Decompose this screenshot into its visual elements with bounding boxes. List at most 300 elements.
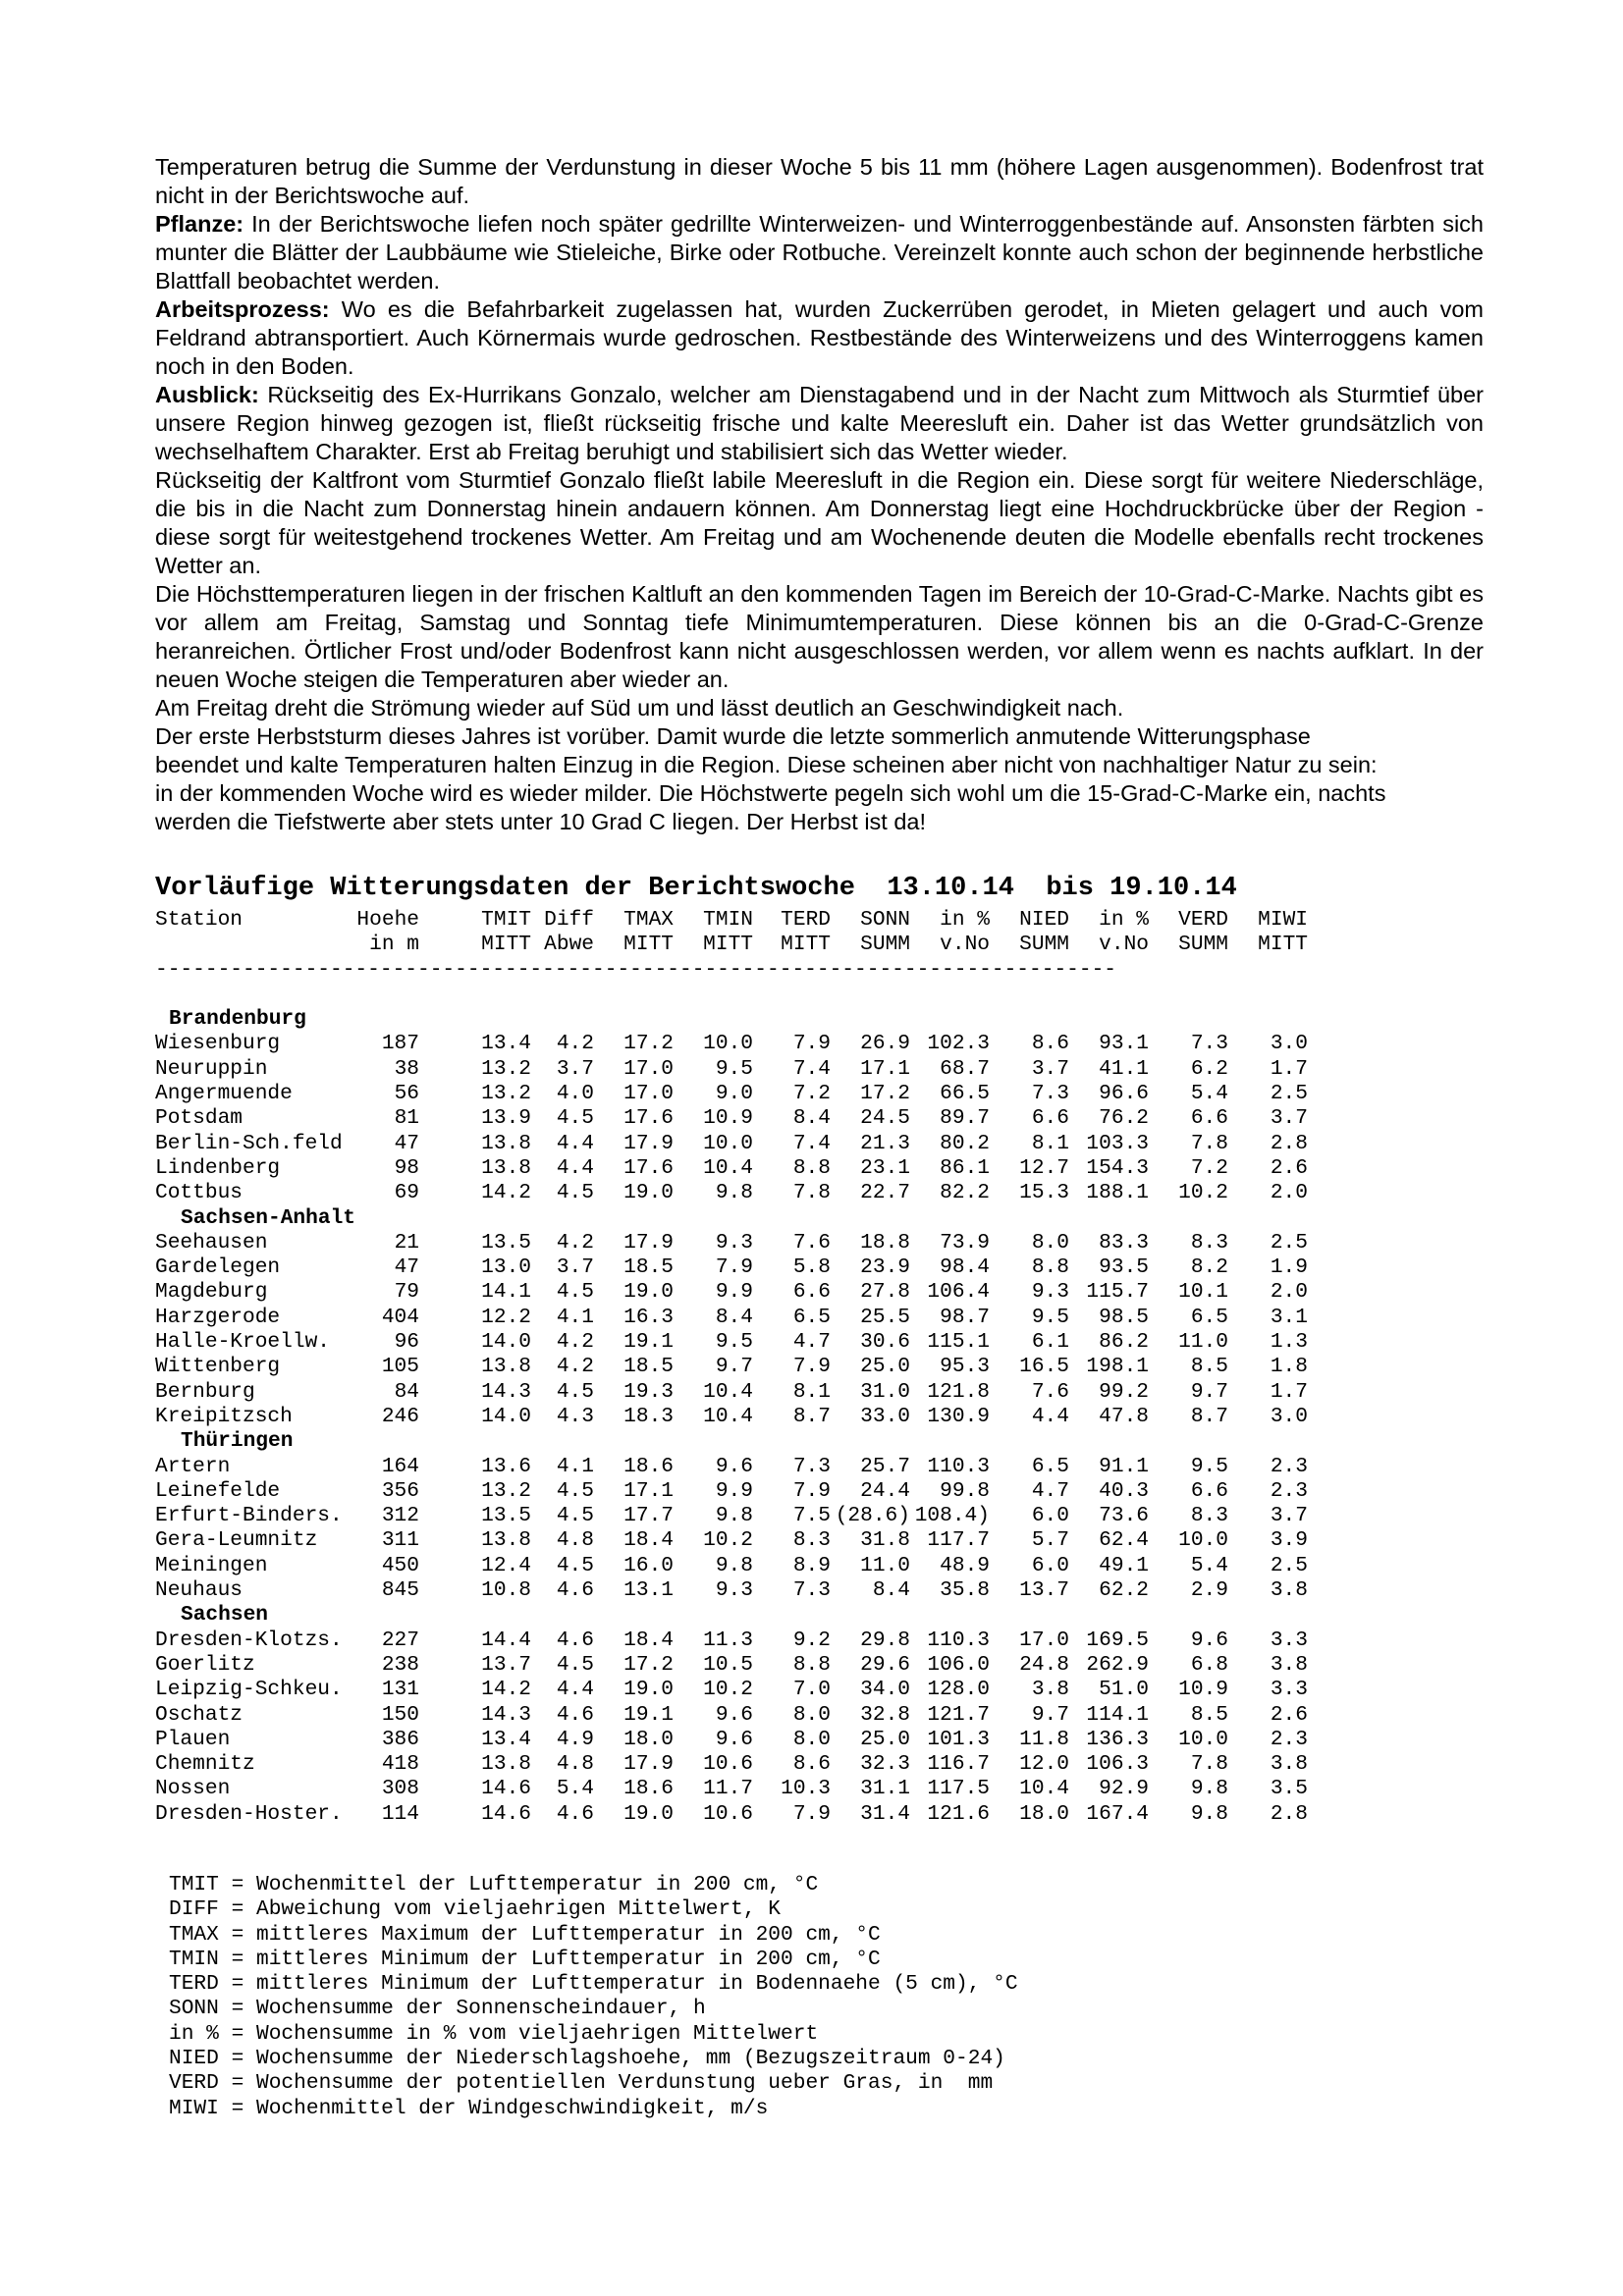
value-cell: SONN	[860, 908, 910, 932]
value-cell: 7.8	[1190, 1752, 1228, 1777]
value-cell: 4.1	[556, 1454, 594, 1478]
value-cell: 18.0	[1019, 1801, 1069, 1826]
value-cell: 69	[394, 1181, 419, 1205]
station-cell: Kreipitzsch	[155, 1404, 293, 1428]
value-cell: 24.8	[1019, 1652, 1069, 1677]
value-cell: 27.8	[860, 1280, 910, 1305]
value-cell: 8.4	[872, 1578, 910, 1603]
value-cell: 51.0	[1099, 1678, 1149, 1702]
value-cell: 14.2	[481, 1181, 531, 1205]
value-cell: 2.5	[1270, 1082, 1308, 1106]
value-cell: 9.5	[1190, 1454, 1228, 1478]
value-cell: Diff	[544, 908, 594, 932]
value-cell: 9.7	[1190, 1379, 1228, 1404]
value-cell: 8.1	[792, 1379, 831, 1404]
value-cell: 2.0	[1270, 1280, 1308, 1305]
station-cell: Neuhaus	[155, 1578, 243, 1603]
value-cell: 10.0	[703, 1131, 753, 1155]
value-cell: (28.6)	[835, 1504, 910, 1528]
value-cell: 7.4	[792, 1056, 831, 1081]
value-cell: 10.9	[703, 1106, 753, 1131]
value-cell: 10.4	[1019, 1777, 1069, 1801]
value-cell: 8.8	[792, 1652, 831, 1677]
value-cell: 81	[394, 1106, 419, 1131]
value-cell: 6.0	[1031, 1504, 1069, 1528]
table-row	[155, 1728, 1308, 1752]
station-cell: Potsdam	[155, 1106, 243, 1131]
report-text	[155, 153, 1484, 836]
value-cell: 154.3	[1086, 1155, 1149, 1180]
station-cell: Harzgerode	[155, 1305, 281, 1329]
value-cell: MIWI	[1258, 908, 1308, 932]
table-row	[155, 1255, 1308, 1280]
value-cell: 150	[381, 1702, 419, 1727]
station-cell: Gardelegen	[155, 1255, 281, 1280]
legend-item: NIED = Wochensumme der Niederschlagshoehe, mm (Bezugszeitraum 0-24)	[169, 2047, 1005, 2071]
paragraph-kaltfront	[155, 466, 1484, 580]
value-cell: 845	[381, 1578, 419, 1603]
weather-data-table	[155, 873, 1308, 1827]
value-cell: SUMM	[860, 933, 910, 957]
value-cell: 3.8	[1270, 1578, 1308, 1603]
paragraph-text: Wo es die Befahrbarkeit zugelassen hat, wurden Zuckerrüben gerodet, in Mieten gelagert und auch vom Feldrand abtransportiert. Auch Körnermais wurde gedroschen. Restbestände des Winterweizens und des Winterroggens kamen noch in den Boden.	[155, 296, 1484, 379]
value-cell: 9.6	[715, 1454, 753, 1478]
value-cell: 12.2	[481, 1305, 531, 1329]
value-cell: MITT	[781, 933, 831, 957]
value-cell: 8.7	[1190, 1404, 1228, 1428]
value-cell: 131	[381, 1678, 419, 1702]
value-cell: 4.5	[556, 1106, 594, 1131]
value-cell: 17.2	[623, 1032, 674, 1056]
value-cell: 47	[394, 1131, 419, 1155]
station-cell: Nossen	[155, 1777, 231, 1801]
value-cell: 86.2	[1099, 1330, 1149, 1355]
table-row	[155, 1156, 1308, 1181]
value-cell: 10.6	[703, 1801, 753, 1826]
value-cell: 4.3	[556, 1404, 594, 1428]
value-cell: 30.6	[860, 1330, 910, 1355]
value-cell: 13.6	[481, 1454, 531, 1478]
value-cell: 12.0	[1019, 1752, 1069, 1777]
value-cell: 4.7	[792, 1330, 831, 1355]
value-cell: 8.3	[1190, 1504, 1228, 1528]
value-cell: 2.0	[1270, 1181, 1308, 1205]
station-cell: Oschatz	[155, 1702, 243, 1727]
value-cell: Hoehe	[356, 908, 419, 932]
value-cell: 31.0	[860, 1379, 910, 1404]
value-cell: 13.4	[481, 1727, 531, 1751]
value-cell: 7.9	[792, 1478, 831, 1503]
value-cell: 19.1	[623, 1330, 674, 1355]
value-cell: 35.8	[940, 1578, 990, 1603]
value-cell: 91.1	[1099, 1454, 1149, 1478]
value-cell: 356	[381, 1478, 419, 1503]
value-cell: MITT	[1258, 933, 1308, 957]
value-cell: 3.7	[1270, 1504, 1308, 1528]
value-cell: 108.4)	[914, 1504, 990, 1528]
table-header-row	[155, 908, 1308, 933]
value-cell: 98.7	[940, 1305, 990, 1329]
value-cell: 40.3	[1099, 1478, 1149, 1503]
station-cell: Leinefelde	[155, 1478, 281, 1503]
value-cell: 79	[394, 1280, 419, 1305]
value-cell: 14.0	[481, 1330, 531, 1355]
value-cell: 13.2	[481, 1478, 531, 1503]
value-cell: 4.6	[556, 1578, 594, 1603]
value-cell: 7.5	[792, 1504, 831, 1528]
value-cell: 92.9	[1099, 1777, 1149, 1801]
value-cell: 26.9	[860, 1032, 910, 1056]
value-cell: 80.2	[940, 1131, 990, 1155]
value-cell: 13.2	[481, 1082, 531, 1106]
value-cell: 8.6	[1031, 1032, 1069, 1056]
value-cell: 4.4	[1031, 1404, 1069, 1428]
closing-line: Der erste Herbststurm dieses Jahres ist vorüber. Damit wurde die letzte sommerlich anmutende Witterungsphase	[155, 723, 1311, 749]
value-cell: 13.4	[481, 1032, 531, 1056]
closing-line: in der kommenden Woche wird es wieder milder. Die Höchstwerte pegeln sich wohl um die 15-Grad-C-Marke ein, nachts	[155, 780, 1386, 806]
value-cell: 14.6	[481, 1801, 531, 1826]
value-cell: 9.6	[1190, 1628, 1228, 1652]
value-cell: MITT	[481, 933, 531, 957]
value-cell: 12.4	[481, 1553, 531, 1577]
value-cell: 31.8	[860, 1528, 910, 1553]
station-cell: Magdeburg	[155, 1280, 268, 1305]
value-cell: 4.9	[556, 1727, 594, 1751]
value-cell: 3.5	[1270, 1777, 1308, 1801]
value-cell: 3.9	[1270, 1528, 1308, 1553]
value-cell: 18.6	[623, 1777, 674, 1801]
value-cell: 8.5	[1190, 1702, 1228, 1727]
value-cell: 9.5	[715, 1330, 753, 1355]
paragraph-text: Rückseitig des Ex-Hurrikans Gonzalo, welcher am Dienstagabend und in der Nacht zum Mittwoch als Sturmtief über unsere Region hinweg gezogen ist, fließt rückseitig frische und kalte Meeresluft ein. Daher ist das Wetter grundsätzlich von wechselhaftem Charakter. Erst ab Freitag beruhigt und stabilisiert sich das Wetter wieder.	[155, 382, 1484, 464]
value-cell: 14.1	[481, 1280, 531, 1305]
value-cell: MITT	[623, 933, 674, 957]
value-cell: 115.7	[1086, 1280, 1149, 1305]
station-cell: Angermuende	[155, 1082, 293, 1106]
value-cell: SUMM	[1178, 933, 1228, 957]
value-cell: 13.8	[481, 1355, 531, 1379]
value-cell: 16.5	[1019, 1355, 1069, 1379]
legend-item: TERD = mittleres Minimum der Lufttemperatur in Bodennaehe (5 cm), °C	[169, 1972, 1018, 1997]
value-cell: 76.2	[1099, 1106, 1149, 1131]
value-cell: 14.3	[481, 1702, 531, 1727]
value-cell: 17.0	[623, 1056, 674, 1081]
value-cell: 17.6	[623, 1155, 674, 1180]
paragraph-arbeitsprozess	[155, 295, 1484, 381]
value-cell: 13.8	[481, 1131, 531, 1155]
state-heading: Sachsen	[181, 1603, 269, 1628]
value-cell: 21	[394, 1230, 419, 1255]
value-cell: 83.3	[1099, 1230, 1149, 1255]
value-cell: 8.3	[792, 1528, 831, 1553]
value-cell: 114	[381, 1801, 419, 1826]
value-cell: 4.5	[556, 1652, 594, 1677]
station-cell: Halle-Kroellw.	[155, 1330, 331, 1355]
value-cell: 98.5	[1099, 1305, 1149, 1329]
value-cell: 2.8	[1270, 1801, 1308, 1826]
station-cell: Artern	[155, 1454, 231, 1478]
value-cell: 4.4	[556, 1131, 594, 1155]
value-cell: 17.1	[623, 1478, 674, 1503]
value-cell: 7.3	[792, 1454, 831, 1478]
value-cell: 21.3	[860, 1131, 910, 1155]
value-cell: 110.3	[927, 1454, 990, 1478]
value-cell: 82.2	[940, 1181, 990, 1205]
value-cell: 17.9	[623, 1752, 674, 1777]
value-cell: 10.0	[1178, 1727, 1228, 1751]
value-cell: 8.8	[1031, 1255, 1069, 1280]
value-cell: 3.8	[1270, 1652, 1308, 1677]
value-cell: TERD	[781, 908, 831, 932]
station-cell: Gera-Leumnitz	[155, 1528, 318, 1553]
value-cell: 9.7	[715, 1355, 753, 1379]
value-cell: 311	[381, 1528, 419, 1553]
value-cell: 6.6	[1190, 1106, 1228, 1131]
value-cell: 17.1	[860, 1056, 910, 1081]
value-cell: 308	[381, 1777, 419, 1801]
table-row	[155, 1405, 1308, 1429]
state-heading: Thüringen	[181, 1429, 294, 1454]
value-cell: 105	[381, 1355, 419, 1379]
value-cell: 48.9	[940, 1553, 990, 1577]
value-cell: 4.4	[556, 1155, 594, 1180]
value-cell: 32.3	[860, 1752, 910, 1777]
value-cell: 14.4	[481, 1628, 531, 1652]
value-cell: 17.0	[623, 1082, 674, 1106]
value-cell: 9.2	[792, 1628, 831, 1652]
value-cell: v.No	[940, 933, 990, 957]
value-cell: 56	[394, 1082, 419, 1106]
value-cell: 404	[381, 1305, 419, 1329]
value-cell: 47	[394, 1255, 419, 1280]
table-row	[155, 1231, 1308, 1255]
value-cell: 15.3	[1019, 1181, 1069, 1205]
value-cell: 18.4	[623, 1628, 674, 1652]
value-cell: 10.1	[1178, 1280, 1228, 1305]
value-cell: 4.2	[556, 1330, 594, 1355]
value-cell: 8.7	[792, 1404, 831, 1428]
value-cell: 227	[381, 1628, 419, 1652]
value-cell: 7.2	[792, 1082, 831, 1106]
value-cell: 8.2	[1190, 1255, 1228, 1280]
table-row	[155, 1106, 1308, 1131]
value-cell: 6.5	[1031, 1454, 1069, 1478]
legend-item: TMIT = Wochenmittel der Lufttemperatur in 200 cm, °C	[169, 1873, 819, 1896]
value-cell: 121.6	[927, 1801, 990, 1826]
value-cell: 29.6	[860, 1652, 910, 1677]
value-cell: 117.7	[927, 1528, 990, 1553]
table-row	[155, 1653, 1308, 1678]
value-cell: 8.0	[792, 1702, 831, 1727]
value-cell: 6.5	[1190, 1305, 1228, 1329]
value-cell: 13.1	[623, 1578, 674, 1603]
value-cell: 6.2	[1190, 1056, 1228, 1081]
value-cell: 2.3	[1270, 1478, 1308, 1503]
value-cell: 13.9	[481, 1106, 531, 1131]
value-cell: 24.4	[860, 1478, 910, 1503]
table-row	[155, 1280, 1308, 1305]
value-cell: 3.7	[1031, 1056, 1069, 1081]
value-cell: 7.9	[792, 1355, 831, 1379]
value-cell: 2.3	[1270, 1727, 1308, 1751]
table-row	[155, 1355, 1308, 1379]
value-cell: 4.6	[556, 1801, 594, 1826]
value-cell: 13.7	[481, 1652, 531, 1677]
value-cell: 6.5	[792, 1305, 831, 1329]
value-cell: 3.0	[1270, 1404, 1308, 1428]
value-cell: 3.8	[1031, 1678, 1069, 1702]
table-title: Vorläufige Witterungsdaten der Berichtswoche 13.10.14 bis 19.10.14	[155, 874, 1237, 903]
value-cell: MITT	[703, 933, 753, 957]
legend-item: MIWI = Wochenmittel der Windgeschwindigkeit, m/s	[169, 2096, 769, 2120]
value-cell: 18.6	[623, 1454, 674, 1478]
paragraph-stroemung	[155, 694, 1484, 722]
value-cell: 98.4	[940, 1255, 990, 1280]
value-cell: 24.5	[860, 1106, 910, 1131]
table-row	[155, 1455, 1308, 1479]
value-cell: 93.1	[1099, 1032, 1149, 1056]
value-cell: 2.6	[1270, 1155, 1308, 1180]
value-cell: 3.3	[1270, 1628, 1308, 1652]
value-cell: 9.5	[715, 1056, 753, 1081]
value-cell: 8.6	[792, 1752, 831, 1777]
value-cell: 8.8	[792, 1155, 831, 1180]
value-cell: 19.0	[623, 1181, 674, 1205]
value-cell: 25.7	[860, 1454, 910, 1478]
value-cell: 2.3	[1270, 1454, 1308, 1478]
value-cell: 9.8	[1190, 1801, 1228, 1826]
value-cell: 10.0	[703, 1032, 753, 1056]
value-cell: 5.7	[1031, 1528, 1069, 1553]
value-cell: 116.7	[927, 1752, 990, 1777]
value-cell: 41.1	[1099, 1056, 1149, 1081]
state-heading: Brandenburg	[169, 1007, 306, 1032]
value-cell: 96	[394, 1330, 419, 1355]
value-cell: 106.4	[927, 1280, 990, 1305]
value-cell: 10.2	[703, 1528, 753, 1553]
value-cell: 8.1	[1031, 1131, 1069, 1155]
value-cell: 7.8	[792, 1181, 831, 1205]
value-cell: 4.8	[556, 1752, 594, 1777]
value-cell: 16.3	[623, 1305, 674, 1329]
station-cell: Neuruppin	[155, 1056, 268, 1081]
value-cell: 49.1	[1099, 1553, 1149, 1577]
value-cell: 4.2	[556, 1355, 594, 1379]
value-cell: 17.0	[1019, 1628, 1069, 1652]
value-cell: 38	[394, 1056, 419, 1081]
value-cell: 10.2	[1178, 1181, 1228, 1205]
value-cell: 121.8	[927, 1379, 990, 1404]
value-cell: 8.4	[715, 1305, 753, 1329]
value-cell: 16.0	[623, 1553, 674, 1577]
value-cell: 3.7	[556, 1056, 594, 1081]
value-cell: 6.6	[1190, 1478, 1228, 1503]
value-cell: 6.6	[1031, 1106, 1069, 1131]
value-cell: 3.0	[1270, 1032, 1308, 1056]
value-cell: 73.6	[1099, 1504, 1149, 1528]
value-cell: 4.6	[556, 1628, 594, 1652]
paragraph-text: Temperaturen betrug die Summe der Verdunstung in dieser Woche 5 bis 11 mm (höhere Lagen ausgenommen). Bodenfrost trat nicht in der Berichtswoche auf.	[155, 154, 1484, 208]
table-row	[155, 1678, 1308, 1702]
value-cell: 262.9	[1086, 1652, 1149, 1677]
value-cell: 115.1	[927, 1330, 990, 1355]
value-cell: 13.7	[1019, 1578, 1069, 1603]
value-cell: 103.3	[1086, 1131, 1149, 1155]
legend-item: VERD = Wochensumme der potentiellen Verdunstung ueber Gras, in mm	[169, 2071, 994, 2096]
value-cell: 4.5	[556, 1181, 594, 1205]
station-cell: Erfurt-Binders.	[155, 1504, 343, 1528]
paragraph-text: Rückseitig der Kaltfront vom Sturmtief Gonzalo fließt labile Meeresluft in die Region ein. Diese sorgt für weitere Niederschläge, die bis in die Nacht zum Donnerstag hinein andauern können. Am Donnerstag liegt eine Hochdruckbrücke über der Region - diese sorgt für weitestgehend trockenes Wetter. Am Freitag und am Wochenende deuten die Modelle ebenfalls recht trockenes Wetter an.	[155, 467, 1484, 578]
value-cell: 7.4	[792, 1131, 831, 1155]
value-cell: 25.0	[860, 1355, 910, 1379]
value-cell: 7.8	[1190, 1131, 1228, 1155]
station-cell: Dresden-Klotzs.	[155, 1628, 343, 1652]
table-row	[155, 1330, 1308, 1355]
value-cell: 10.0	[1178, 1528, 1228, 1553]
value-cell: 62.4	[1099, 1528, 1149, 1553]
station-cell: Wittenberg	[155, 1355, 281, 1379]
station-cell: Cottbus	[155, 1181, 243, 1205]
value-cell: v.No	[1099, 933, 1149, 957]
value-cell: 9.8	[715, 1504, 753, 1528]
value-cell: 17.6	[623, 1106, 674, 1131]
value-cell: 8.4	[792, 1106, 831, 1131]
value-cell: 4.5	[556, 1280, 594, 1305]
value-cell: 13.5	[481, 1230, 531, 1255]
value-cell: 7.2	[1190, 1155, 1228, 1180]
value-cell: 68.7	[940, 1056, 990, 1081]
value-cell: 2.5	[1270, 1553, 1308, 1577]
value-cell: 10.6	[703, 1752, 753, 1777]
value-cell: 18.3	[623, 1404, 674, 1428]
value-cell: 13.8	[481, 1752, 531, 1777]
value-cell: NIED	[1019, 908, 1069, 932]
station-cell: Leipzig-Schkeu.	[155, 1678, 343, 1702]
value-cell: 4.6	[556, 1702, 594, 1727]
table-row	[155, 1752, 1308, 1777]
value-cell: 198.1	[1086, 1355, 1149, 1379]
value-cell: Abwe	[544, 933, 594, 957]
value-cell: 25.5	[860, 1305, 910, 1329]
value-cell: 2.5	[1270, 1230, 1308, 1255]
value-cell: in %	[940, 908, 990, 932]
value-cell: 96.6	[1099, 1082, 1149, 1106]
value-cell: 5.4	[1190, 1082, 1228, 1106]
station-cell: Plauen	[155, 1727, 231, 1751]
value-cell: in m	[369, 933, 419, 957]
station-cell: Berlin-Sch.feld	[155, 1131, 343, 1155]
value-cell: 14.0	[481, 1404, 531, 1428]
value-cell: 106.0	[927, 1652, 990, 1677]
value-cell: 418	[381, 1752, 419, 1777]
table-row	[155, 1578, 1308, 1603]
legend-item: SONN = Wochensumme der Sonnenscheindauer, h	[169, 1997, 706, 2021]
table-row	[155, 1528, 1308, 1553]
value-cell: 4.4	[556, 1678, 594, 1702]
value-cell: 19.0	[623, 1678, 674, 1702]
legend-item: TMAX = mittleres Maximum der Lufttemperatur in 200 cm, °C	[169, 1922, 881, 1947]
value-cell: 4.7	[1031, 1478, 1069, 1503]
value-cell: 130.9	[927, 1404, 990, 1428]
value-cell: 18.5	[623, 1355, 674, 1379]
value-cell: 17.2	[860, 1082, 910, 1106]
station-cell: Dresden-Hoster.	[155, 1801, 343, 1826]
value-cell: 5.4	[1190, 1553, 1228, 1577]
value-cell: 6.8	[1190, 1652, 1228, 1677]
value-cell: 9.9	[715, 1280, 753, 1305]
value-cell: 11.0	[1178, 1330, 1228, 1355]
value-cell: 86.1	[940, 1155, 990, 1180]
